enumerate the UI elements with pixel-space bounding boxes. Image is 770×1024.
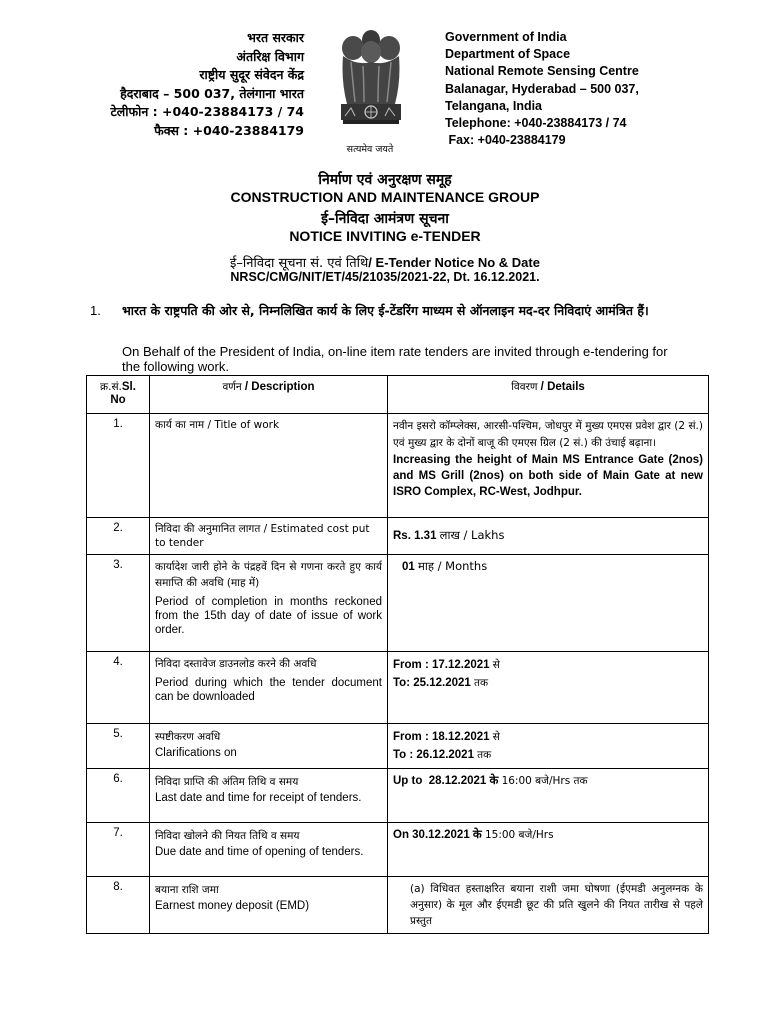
row-details-english: Increasing the height of Main MS Entrance Gate (2nos) and MS Grill (2nos) on both side of Main Gate at new ISRO Complex, RC-West, Jodhpur. [393,454,703,498]
header-details-hindi: विवरण [511,381,538,393]
row-desc-hindi: कार्यादेश जारी होने के पंद्रहवें दिन से गणना करते हुए कार्य समाप्ति की अवधि (माह में) [155,561,382,589]
header-description [150,376,388,414]
row-desc-english: Earnest money deposit (EMD) [155,900,310,912]
paragraph-number: 1. [90,303,101,318]
header-english-line: Telephone: +040-23884173 / 74 [445,116,627,131]
table-row [87,724,709,769]
table-row [87,877,709,934]
header-hindi-line: राष्ट्रीय सुदूर संवेदन केंद्र [199,67,304,83]
header-sl-english: Sl. No [110,381,136,406]
row-description [150,652,388,724]
header-desc-english: / Description [241,381,315,393]
row-description [150,724,388,769]
row-from-suffix: से [492,731,500,743]
row-from-date: From : 18.12.2021 [393,731,493,743]
row-details-rest: माह / Months [418,559,488,573]
row-number: 4. [87,652,150,724]
row-details-rest: 16:00 बजे/Hrs तक [501,775,588,787]
table-row [87,555,709,652]
header-details-english: / Details [537,381,585,393]
row-details [388,823,709,877]
notice-title-english: NOTICE INVITING e-TENDER [289,228,481,244]
row-details-bold: 01 [402,561,418,573]
row-details-bold: Rs. 1.31 [393,530,440,542]
row-to-date: To : 26.12.2021 [393,749,478,761]
row-desc-hindi: स्पष्टीकरण अवधि [155,731,221,743]
header-english-line: Department of Space [445,47,571,62]
header-hindi-line: भरत सरकार [247,30,304,45]
row-to [393,746,703,764]
row-desc-hindi: बयाना राशि जमा [155,884,219,896]
row-number: 8. [87,877,150,934]
row-desc-english: Clarifications on [155,747,237,759]
header-hindi-line: फैक्स : +040-23884179 [154,122,304,138]
row-details [388,769,709,823]
notice-title-hindi: ई–निविदा आमंत्रण सूचना [321,211,449,227]
header-hindi-line: टेलीफोन : +040-23884173 / 74 [110,104,304,120]
row-details-bold: On 30.12.2021 के [393,829,485,841]
row-desc-english: Due date and time of opening of tenders. [155,846,364,858]
header-hindi-address [110,29,304,141]
row-description [150,823,388,877]
row-number: 5. [87,724,150,769]
notice-number-label-hindi: ई–निविदा सूचना सं. एवं तिथि [230,256,369,271]
row-to-date: To: 25.12.2021 [393,677,474,689]
row-desc-english: Last date and time for receipt of tenders. [155,792,362,804]
row-details [388,877,709,934]
paragraph-english: On Behalf of the President of India, on-line item rate tenders are invited through e-tendering for the following work. [122,344,668,374]
row-description [150,769,388,823]
row-desc-english: Period of completion in months reckoned from the 15th day of date of issue of work order. [155,596,382,636]
row-from-suffix: से [492,659,500,671]
row-number: 1. [87,414,150,518]
row-description [150,555,388,652]
header-hindi-line: अंतरिक्ष विभाग [236,48,304,64]
row-desc-hindi: निविदा दस्तावेज डाउनलोड करने की अवधि [155,658,317,670]
row-details-bold: Up to 28.12.2021 के [393,775,502,787]
row-desc-hindi: कार्य का नाम / Title of work [155,419,280,431]
header-sl-hindi: क्र.सं. [100,381,122,393]
national-emblem-icon [333,26,409,158]
tender-details-table [86,375,709,934]
header-hindi-line: हैदराबाद – 500 037, तेलंगाना भारत [120,85,304,101]
table-row [87,769,709,823]
row-from [393,656,703,674]
row-description [150,414,388,518]
row-details [388,518,709,555]
header-english-line: Government of India [445,30,567,44]
header-sl-no [87,376,150,414]
row-from [393,728,703,746]
header-english-line: National Remote Sensing Centre [445,64,639,79]
row-details-rest: लाख / Lakhs [439,528,505,542]
header-english-line: Fax: +040-23884179 [445,133,566,148]
header-english-address [445,29,639,149]
table-row [87,414,709,518]
row-details [388,652,709,724]
group-title-english: CONSTRUCTION AND MAINTENANCE GROUP [230,189,540,205]
row-details-hindi: (a) विधिवत हस्ताक्षरित बयाना राशी जमा घोषणा (ईएमडी अनुलग्नक के अनुसार) के मूल और ईएमडी छूट की प्रति खुलने की नियत तारीख से पहले प्रस्तुत [410,883,703,927]
row-details-hindi: नवीन इसरो कॉम्प्लेक्स, आरसी-पश्चिम, जोधपुर में मुख्य एमएस प्रवेश द्वार (2 सं.) एवं मुख्य द्वार के दोनों बाजू की एमएस ग्रिल (2 सं.) की उंचाई बढ़ाना। [393,420,703,449]
row-number: 6. [87,769,150,823]
row-details [388,724,709,769]
table-row [87,823,709,877]
row-number: 7. [87,823,150,877]
row-details-rest: 15:00 बजे/Hrs [484,829,554,841]
row-description [150,877,388,934]
table-header-row [87,376,709,414]
table-row [87,652,709,724]
row-from-date: From : 17.12.2021 [393,659,493,671]
row-description [150,518,388,555]
header-desc-hindi: वर्णन [222,381,242,393]
emblem-motto: सत्यमेव जयते [346,144,394,155]
row-number: 3. [87,555,150,652]
row-details [388,414,709,518]
notice-number-label [0,253,770,271]
notice-number-label-english: / E-Tender Notice No & Date [368,255,540,270]
table-row [87,518,709,555]
row-number: 2. [87,518,150,555]
paragraph-hindi: भारत के राष्ट्रपति की ओर से, निम्नलिखित कार्य के लिए ई-टेंडरिंग माध्यम से ऑनलाइन मद-दर निविदाएं आमंत्रित हैं। [122,303,649,318]
row-desc-hindi: निविदा प्राप्ति की अंतिम तिथि व समय [155,776,299,788]
row-details [388,555,709,652]
row-desc-hindi: निविदा की अनुमानित लागत / Estimated cost put to tender [155,523,370,549]
header-english-line: Balanagar, Hyderabad – 500 037, [445,81,639,96]
row-to-suffix: तक [473,677,489,689]
row-to [393,674,703,692]
row-to-suffix: तक [477,749,492,761]
notice-reference: NRSC/CMG/NIT/ET/45/21035/2021-22, Dt. 16.12.2021. [230,270,540,284]
row-desc-hindi: निविदा खोलने की नियत तिथि व समय [155,830,300,842]
group-title-hindi: निर्माण एवं अनुरक्षण समूह [318,172,452,188]
row-desc-english: Period during which the tender document can be downloaded [155,677,382,703]
header-english-line: Telangana, India [445,98,543,113]
header-details [388,376,709,414]
